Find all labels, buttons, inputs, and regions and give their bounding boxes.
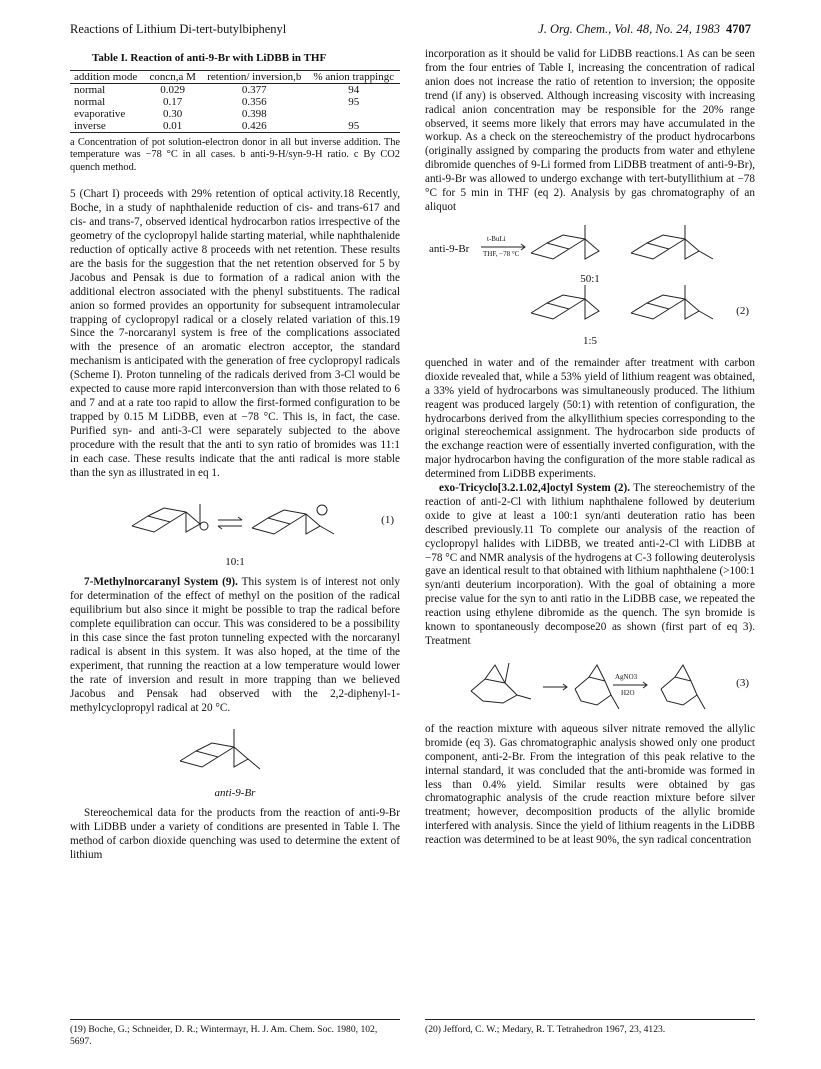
table-cell [308, 108, 400, 120]
equation-2 [425, 221, 755, 351]
structure-label: anti-9-Br [214, 787, 256, 800]
table-row [70, 83, 400, 96]
journal-citation: J. Org. Chem., Vol. 48, No. 24, 1983 [538, 22, 720, 36]
table-row [70, 120, 400, 133]
hydrocarbon-ratio: 1:5 [582, 334, 598, 347]
equilibrium-ratio: 10:1 [225, 556, 245, 569]
results-table [70, 70, 400, 133]
paragraph [70, 576, 400, 715]
section-heading: exo-Tricyclo[3.2.1.02,4]octyl System (2). [439, 482, 630, 495]
table-cell: normal [74, 95, 106, 108]
reagent-label: t-BuLi [487, 234, 506, 243]
radical-equilibrium-diagram [70, 486, 400, 556]
right-column [425, 48, 755, 848]
equation-number: (3) [736, 676, 749, 689]
table-cell: inverse [70, 120, 144, 133]
table-cell: 0.356 [241, 95, 267, 108]
paragraph: 5 (Chart I) proceeds with 29% retention of optical activity.18 Recently, Boche, in a study of naphthalenide reduction of cis- and trans-617 and cis- and trans-7, observed identical hydrocarbon ratios irrespective of the geometry of the cyclopropyl halide starting material, while naphthalenide reduction of optically active 8 proceeds with net retention. These results are the basis for the suggestion that the net retention observed for 5 by Jacobus and Pensak is due to formation of a radical anion with the additional electron associated with the phenyl substituents. The radical anion so formed provides an opportunity for subsequent intramolecular trapping of cyclopropyl radical or a closely related variation of this.19 Since the 7-norcaranyl system is free of the complications associated with the presence of an aromatic electron acceptor, the standard mechanism is anticipated with the generation of free cyclopropyl radicals (Scheme I). Proton tunneling of the radicals derived from 3-Cl would be expected to cause more rapid interconversion than with those related to 6 and 7 and at a rate too rapid to allow the first-formed configuration to be trapped by 0.15 M LiDBB, even at −78 °C. This is, in fact, the case. Purified syn- and anti-3-Cl were separately subjected to the above procedure with the result that the anti to syn ratio of bromides was 11:1 in each case. These results indicate that the anti radical is more stable than the syn as illustrated in eq 1. [70, 188, 400, 479]
equation-1 [70, 486, 400, 570]
silver-nitrate-reaction-diagram [425, 655, 755, 717]
conditions-label: H2O [621, 688, 635, 697]
paragraph: of the reaction mixture with aqueous silver nitrate removed the allylic bromide (eq 3). Gas chromatographic analysis showed only one product component, anti-2-Br. From the integration of this peak relative to the internal standard, it was concluded that the anti-bromide was formed in less than 0.4% yield. Similar results were obtained by gas chromatographic analysis of the crude reaction mixture before silver treatment; however, decomposition products of the allylic bromide interfered with analysis. Since the yield of lithium reagents in the LiDBB reaction was determined to be at least 90%, the syn radical concentration [425, 722, 755, 847]
reagent-label: AgNO3 [615, 672, 638, 681]
anti-9-br-structure [70, 721, 400, 787]
footnote-19: (19) Boche, G.; Schneider, D. R.; Wintermayr, H. J. Am. Chem. Soc. 1980, 102, 5697. [70, 1019, 400, 1048]
paragraph: incorporation as it should be valid for LiDBB reactions.1 As can be seen from the four entries of Table I, increasing the concentration of radical anion does not increase the ratio of retention to inversion; the opposite trend (if any) is observed. Although increasing viscosity with increasing radical anion concentration may be responsible for the 20% range observed, it seems more likely that errors may have accumulated in the workup. As a check on the stereochemistry of the product hydrocarbons (originally assigned by comparing the products from water and ethylene dibromide quenches of 9-Li formed from LiDBB treatment of anti-9-Br), anti-9-Br was allowed to undergo exchange with tert-butyllithium at −78 °C for 5 min in THF (eq 2). Analysis by gas chromatography of an aliquot [425, 48, 755, 213]
table-header: addition mode [70, 70, 144, 83]
lithium-ratio: 50:1 [580, 272, 600, 285]
table-cell: 0.029 [160, 83, 186, 96]
table-cell: normal [74, 83, 106, 96]
table-cell: 0.01 [144, 120, 201, 133]
table-row [70, 96, 400, 108]
table-cell: 0.17 [163, 95, 183, 108]
table-caption: Table I. Reaction of anti-9-Br with LiDBB in THF [92, 52, 327, 64]
paragraph: quenched in water and of the remainder after treatment with carbon dioxide revealed that, while a 53% yield of lithium reagent was obtained, a 33% yield of hydrocarbons was simultaneously produced. The lithium reagent was produced largely (50:1) with retention of configuration, the hydrocarbons derived from the alkyllithium species corresponding to the original stereochemical assignment. The hydrocarbon side products of the exchange reaction were of essentially inverted configuration, with the major hydrocarbon having the configuration of the more stable radical as determined from LiDBB experiments. [425, 356, 755, 481]
equation-3 [425, 655, 755, 717]
table-cell: evaporative [74, 107, 126, 120]
table-row [70, 108, 400, 120]
equation-number: (1) [381, 514, 394, 527]
running-header-title: Reactions of Lithium Di-tert-butylbiphenyl [70, 22, 287, 36]
table-cell: 0.426 [201, 120, 307, 133]
structure-anti-9-br [70, 721, 400, 801]
left-column [70, 48, 400, 863]
paragraph: Stereochemical data for the products from the reaction of anti-9-Br with LiDBB under a variety of conditions are presented in Table I. The method of carbon dioxide quenching was used to determine the extent of lithium [70, 807, 400, 862]
paragraph-text: This system is of interest not only for determination of the effect of methyl on the position of the radical equilibrium but also since it might be possible to trap the radical before complete equilibration can occur. This was considered to be a possibility in this case since the fast proton tunneling expected with the norcaranyl radical is absent in this system. It was also hoped, at the time of the experiment, that running the reaction at a low temperature would lower the rate of inversion and result in more trapping than we believed Jacobus and Pensak had observed with the 2,2-diphenyl-1-methylcyclopropyl radical at 20 °C. [70, 576, 400, 714]
table-cell: 0.377 [241, 83, 267, 96]
section-heading: 7-Methylnorcaranyl System (9). [84, 576, 238, 589]
paragraph [425, 482, 755, 649]
footnote-20: (20) Jefford, C. W.; Medary, R. T. Tetrahedron 1967, 23, 4123. [425, 1019, 755, 1036]
equation-number: (2) [736, 304, 749, 317]
table-header: retention/ inversion,b [201, 70, 307, 83]
table-cell: 95 [308, 120, 400, 133]
page-number: 4707 [726, 22, 751, 36]
paragraph-text: The stereochemistry of the reaction of anti-2-Cl with lithium naphthalene followed by deuterium oxide to give at least a 100:1 syn/anti deuteration ratio has been described previously.11 To complete our analysis of the reaction of cyclopropyl halides with LiDBB, we treated anti-2-Cl with LiDBB at −78 °C and NMR analysis of the hydrogens at C-3 following deuterolysis gave an identical result to that obtained with lithium naphthalene (>100:1 syn/anti deuterium incorporation). With the goal of obtaining a more precise value for the syn to anti ratio in the LiDBB case, we repeated the reaction using ethylene dibromide as the quench. The syn bromide is known to spontaneously decompose20 as shown (first part of eq 3). Treatment [425, 482, 755, 647]
table-cell: 0.398 [241, 107, 267, 120]
starting-material: anti-9-Br [429, 242, 470, 255]
table-cell: 94 [348, 83, 360, 96]
table-header: concn,a M [144, 70, 201, 83]
table-cell: 0.30 [163, 107, 183, 120]
table-header: % anion trappingc [308, 70, 400, 83]
running-header-journal [538, 22, 751, 37]
table-footnote: a Concentration of pot solution-electron donor in all but inverse addition. The temperature was −78 °C in all cases. b anti-9-H/syn-9-H ratio. c By CO2 quench method. [70, 136, 400, 173]
table-cell: 95 [348, 95, 360, 108]
conditions-label: THF, −78 °C [483, 249, 520, 258]
